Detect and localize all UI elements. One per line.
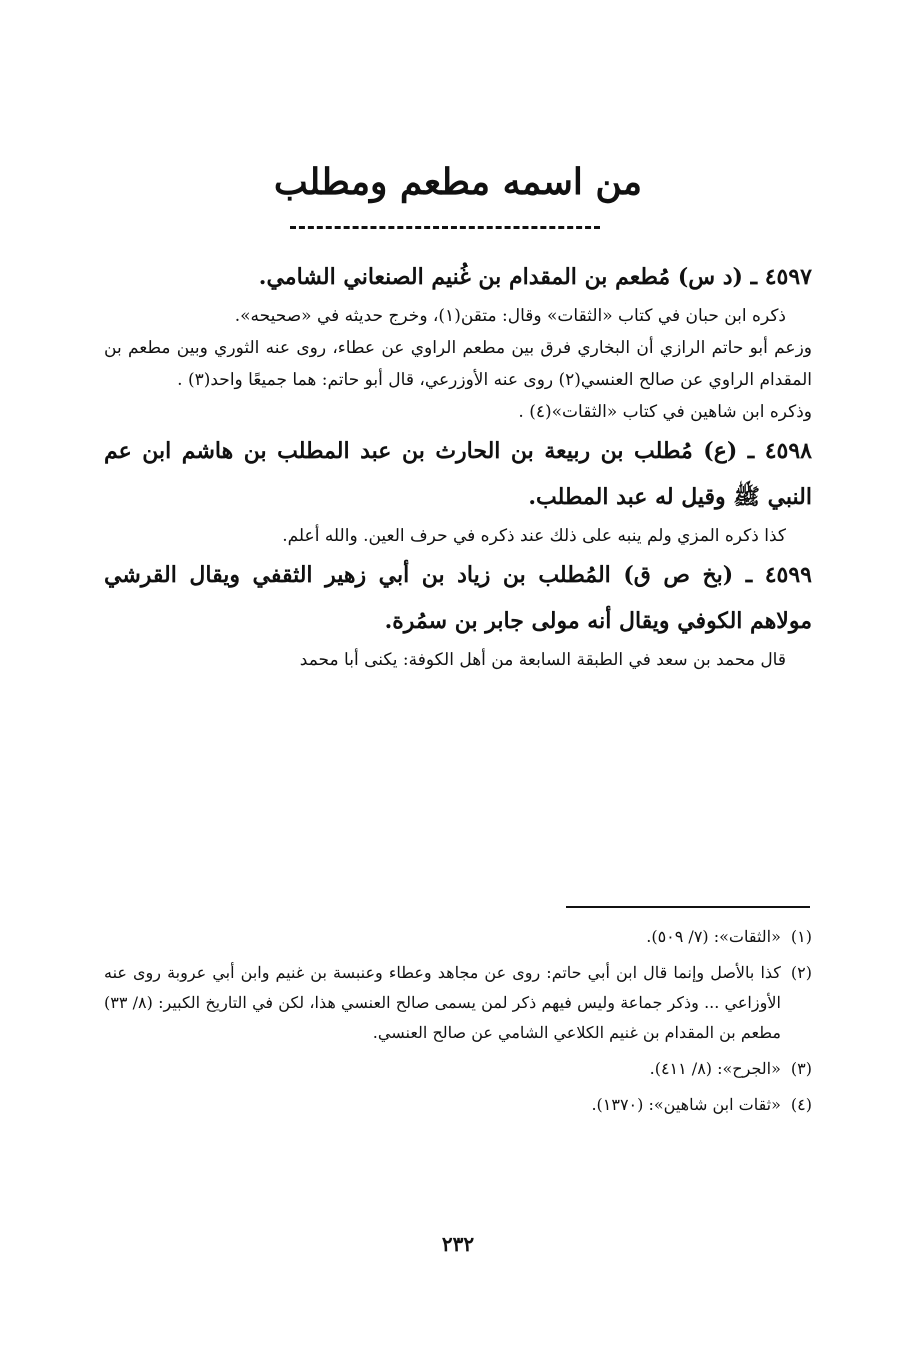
page-number: ٢٣٢: [441, 1232, 475, 1256]
entry-heading: ٤٥٩٧ ـ (د س) مُطعم بن المقدام بن غُنيم الصنعاني الشامي.: [258, 264, 812, 290]
main-text: [104, 254, 812, 676]
footnote-text: كذا بالأصل وإنما قال ابن أبي حاتم: روى عن مجاهد وعطاء وعنبسة بن غنيم وابن أبي عروبة روى عنه الأوزاعي ... وذكر جماعة وليس فيهم ذكر لمن يسمى صالح العنسي هذا، لكن في التاريخ الكبير: (٨/ ٣٣) مطعم بن المقدام بن غنيم الكلاعي الشامي عن صالح العنسي.: [104, 963, 781, 1042]
entry-4598: [104, 428, 812, 552]
entry-paragraph: وزعم أبو حاتم الرازي أن البخاري فرق بين مطعم الراوي عن عطاء، روى عنه الثوري وبين مطعم بن المقدام الراوي عن صالح العنسي(٢) روى عنه الأوزرعي، قال أبو حاتم: هما جميعًا واحد(٣) .: [104, 338, 812, 390]
footnote: [104, 958, 812, 1048]
entry-heading: ٤٥٩٨ ـ (ع) مُطلب بن ربيعة بن الحارث بن عبد المطلب بن هاشم ابن عم النبي ﷺ وقيل له عبد المطلب.: [104, 438, 812, 510]
entry-paragraph: ذكره ابن حبان في كتاب «الثقات» وقال: متقن(١)، وخرج حديثه في «صحيحه».: [234, 306, 786, 326]
entry-paragraph: كذا ذكره المزي ولم ينبه على ذلك عند ذكره في حرف العين. والله أعلم.: [282, 526, 786, 546]
footnotes: [104, 922, 812, 1126]
footnote-text: «الجرح»: (٨/ ٤١١).: [649, 1059, 781, 1078]
footnote: [104, 922, 812, 952]
entry-4597: [104, 254, 812, 428]
entry-paragraph: قال محمد بن سعد في الطبقة السابعة من أهل الكوفة: يكنى أبا محمد: [299, 650, 786, 670]
footnote-number: (٤): [790, 1095, 812, 1114]
footnote: [104, 1054, 812, 1084]
entry-paragraph: وذكره ابن شاهين في كتاب «الثقات»(٤) .: [518, 402, 812, 422]
title-underline: [290, 226, 600, 229]
entry-heading: ٤٥٩٩ ـ (بخ ص ق) المُطلب بن زياد بن أبي زهير الثقفي ويقال القرشي مولاهم الكوفي ويقال أنه مولى جابر بن سمُرة.: [104, 562, 812, 634]
footnote: [104, 1090, 812, 1120]
footnote-separator: [566, 906, 810, 908]
footnote-number: (٣): [790, 1059, 812, 1078]
chapter-title: من اسمه مطعم ومطلب: [273, 161, 643, 203]
footnote-text: «ثقات ابن شاهين»: (١٣٧٠).: [591, 1095, 781, 1114]
footnote-text: «الثقات»: (٧/ ٥٠٩).: [646, 927, 781, 946]
footnote-number: (١): [790, 927, 812, 946]
entry-4599: [104, 552, 812, 676]
footnote-number: (٢): [790, 963, 812, 982]
